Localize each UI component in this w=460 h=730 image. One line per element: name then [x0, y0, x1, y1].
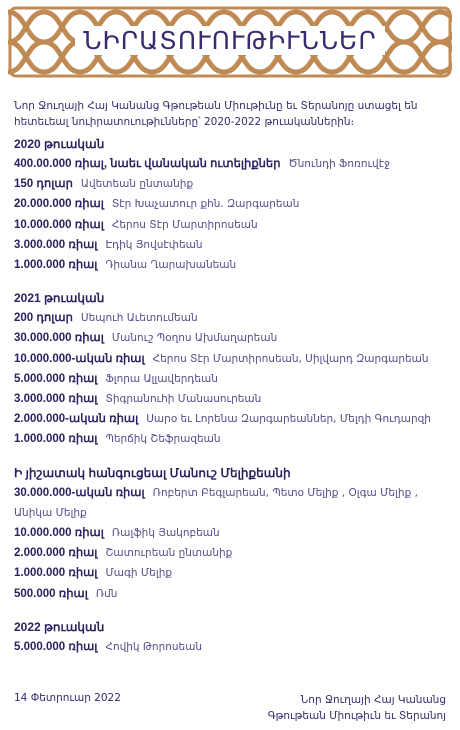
donations-list: [14, 134, 450, 670]
donation-entry: [14, 429, 450, 449]
donor-name: Դիանա Ղարախանեան: [105, 259, 237, 272]
donation-amount: 10.000.000 ռիալ: [14, 218, 104, 231]
donation-entry: [14, 637, 450, 657]
donor-name: Սեպուհ Աւետումեան: [80, 312, 198, 325]
donation-entry: [14, 154, 450, 174]
donor-name: Ավետեան ընտանիք: [80, 178, 194, 191]
donation-entry: [14, 235, 450, 255]
donation-entry: [14, 523, 450, 543]
donation-entry: [14, 328, 450, 348]
section-heading: Ի յիշատակ հանգուցեալ Մանուշ Մելիքեանի: [14, 465, 291, 480]
section-heading: 2022 թուական: [14, 619, 105, 634]
donation-entry: [14, 543, 450, 563]
donor-name: Տիգրանուհի Մանասուրեան: [105, 393, 262, 406]
donation-entry: [14, 308, 450, 328]
footer-org-line2: Գթութեան Միութիւն եւ Տերանոյ: [267, 710, 446, 722]
donation-entry: [14, 584, 450, 604]
donation-entry: [14, 194, 450, 214]
donor-name: Սարօ եւ Լորենա Զարգարեաններ, Մելդի Գուդարզի: [146, 413, 431, 426]
donation-amount: 10.000.000-ական ռիալ: [14, 352, 145, 365]
donor-name: Ծնունդի Ֆոռուվէջ: [288, 158, 390, 170]
donation-section: [14, 617, 450, 657]
donation-entry: [14, 369, 450, 389]
donation-amount: 3.000.000 ռիալ: [14, 393, 98, 406]
intro-text: Նոր Ջուղայի Հայ Կանանց Գթութեան Միութիւնը եւ Տերանոյը ստացել են հետեւեալ նուիրատուութիւնները՝ 2020-2022 թուականներին։: [14, 100, 418, 128]
donor-name: Ռալֆիկ Յակոբեան: [111, 527, 220, 540]
donation-entry: [14, 349, 450, 369]
donation-amount: 2.000.000 ռիալ: [14, 547, 98, 560]
donation-entry: [14, 389, 450, 409]
donation-entry: [14, 174, 450, 194]
footer-org-line1: Նոր Ջուղայի Հայ Կանանց: [300, 694, 446, 706]
donation-amount: 3.000.000 ռիալ: [14, 238, 98, 251]
donation-amount: 10.000.000 ռիալ: [14, 527, 104, 540]
donation-amount: 5.000.000 ռիալ: [14, 372, 98, 385]
page-title: ՆԻՐԱՏՈՒՈՒԹԻՒՆՆԵՐ: [8, 26, 452, 55]
donor-name: Հովիկ Թորոսեան: [105, 640, 203, 653]
ornamental-banner: [8, 6, 452, 78]
donation-entry: [14, 255, 450, 275]
donation-entry: [14, 409, 450, 429]
donor-name: Տէր Խաչատուր քհն. Զարգարեան: [111, 198, 300, 211]
donation-amount: 500.000 ռիալ: [14, 587, 88, 600]
section-heading: 2021 թուական: [14, 291, 105, 306]
donation-section: [14, 134, 450, 275]
donor-name: Հերոս Տէր Մարտիրոսեան, Սիլվարդ Զարգարեան: [152, 352, 429, 365]
donor-name: Մագի Մելիք: [105, 567, 173, 580]
donor-name: Ռոբերտ Բեգլարեան, Պետօ Մելիք , Օլգա Մելիք , Անիկա Մելիք: [14, 486, 418, 519]
donor-name: Հերոս Տէր Մարտիրոսեան: [111, 218, 258, 231]
section-heading: 2020 թուական: [14, 137, 105, 151]
footer-organization: [268, 692, 446, 724]
donation-amount: 200 դոլար: [14, 312, 73, 325]
donation-amount: 1.000.000 ռիալ: [14, 259, 98, 272]
donation-amount: 1.000.000 ռիալ: [14, 567, 98, 580]
donation-amount: 30.000.000-ական ռիալ: [14, 486, 145, 499]
donation-amount: 20.000.000 ռիալ: [14, 198, 104, 211]
donation-amount: 30.000.000 ռիալ: [14, 332, 104, 345]
donation-amount: 5.000.000 ռիալ: [14, 640, 98, 653]
donation-amount: 2.000.000-ական ռիալ: [14, 413, 139, 426]
donor-name: Ֆլորա Ալլավերդեան: [105, 372, 218, 385]
donation-entry: [14, 215, 450, 235]
donation-amount: 400.00.000 ռիալ, նաեւ վանական ուտելիքներ: [14, 158, 281, 170]
donor-name: Մանուշ Պօղոս Ախմաղարեան: [111, 332, 278, 345]
donation-entry: [14, 563, 450, 583]
donation-section: [14, 288, 450, 449]
donor-name: Էդիկ Յովսէփեան: [105, 238, 203, 251]
donation-amount: 150 դոլար: [14, 178, 73, 191]
donation-entry: [14, 483, 450, 523]
donor-name: Ռմն: [95, 587, 118, 600]
footer-date: 14 Փետրուար 2022: [14, 692, 121, 704]
donor-name: Պերճիկ Շեֆրազեան: [105, 433, 221, 446]
donation-amount: 1.000.000 ռիալ: [14, 433, 98, 446]
donor-name: Շատուրեան ընտանիք: [105, 547, 233, 560]
donation-section: [14, 463, 450, 604]
